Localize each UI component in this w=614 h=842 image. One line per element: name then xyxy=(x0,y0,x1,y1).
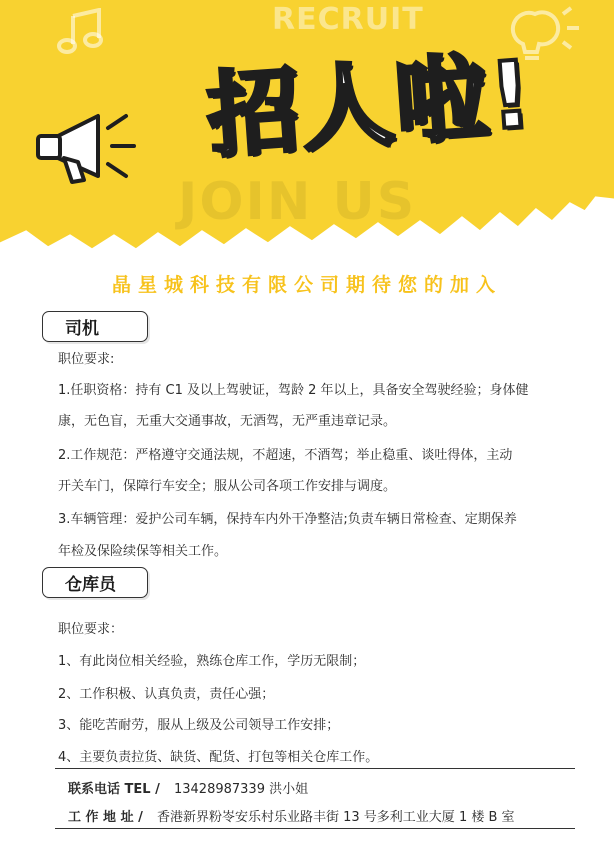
address-value: 香港新界粉岺安乐村乐业路丰街 13 号多利工业大厦 1 楼 B 室 xyxy=(157,810,515,825)
driver-line-3: 2.工作规范：严格遵守交通法规，不超速，不酒驾；举止稳重、谈吐得体，主动 xyxy=(58,448,513,463)
address-label: 工 作 地 址 / xyxy=(68,810,143,825)
company-slogan: 晶星城科技有限公司期待您的加入 xyxy=(111,274,502,296)
contact-phone-row xyxy=(68,778,308,797)
driver-line-5: 3.车辆管理：爱护公司车辆，保持车内外干净整洁;负责车辆日常检查、定期保养 xyxy=(58,512,517,527)
headline: 招人啦! xyxy=(204,40,537,171)
phone-label: 联系电话 TEL / xyxy=(68,782,160,797)
driver-req-label: 职位要求: xyxy=(58,352,115,367)
recruit-watermark: RECRUIT xyxy=(272,2,424,37)
driver-line-2: 康，无色盲，无重大交通事故，无酒驾，无严重违章记录。 xyxy=(58,414,397,429)
warehouse-line-2: 2、工作积极、认真负责，责任心强； xyxy=(58,687,275,702)
section-tag-driver: 司机 xyxy=(42,311,148,342)
warehouse-line-3: 3、能吃苦耐劳，服从上级及公司领导工作安排； xyxy=(58,718,340,733)
section-tag-warehouse: 仓库员 xyxy=(42,567,148,598)
phone-value: 13428987339 洪小姐 xyxy=(173,782,309,797)
warehouse-line-4: 4、主要负责拉货、缺货、配货、打包等相关仓库工作。 xyxy=(58,750,379,765)
driver-line-1: 1.任职资格：持有 C1 及以上驾驶证，驾龄 2 年以上，具备安全驾驶经验；身体健 xyxy=(58,383,529,398)
warehouse-line-1: 1、有此岗位相关经验，熟练仓库工作，学历无限制； xyxy=(58,654,366,669)
contact-divider-top xyxy=(55,768,575,769)
driver-line-4: 开关车门，保障行车安全；服从公司各项工作安排与调度。 xyxy=(58,479,397,494)
contact-divider-bottom xyxy=(55,828,575,829)
music-note-icon xyxy=(55,8,107,56)
joinus-watermark: JOIN US xyxy=(178,172,417,232)
megaphone-icon xyxy=(28,98,148,196)
warehouse-req-label: 职位要求： xyxy=(58,622,124,637)
contact-address-row xyxy=(68,806,515,825)
driver-line-6: 年检及保险续保等相关工作。 xyxy=(58,544,228,559)
